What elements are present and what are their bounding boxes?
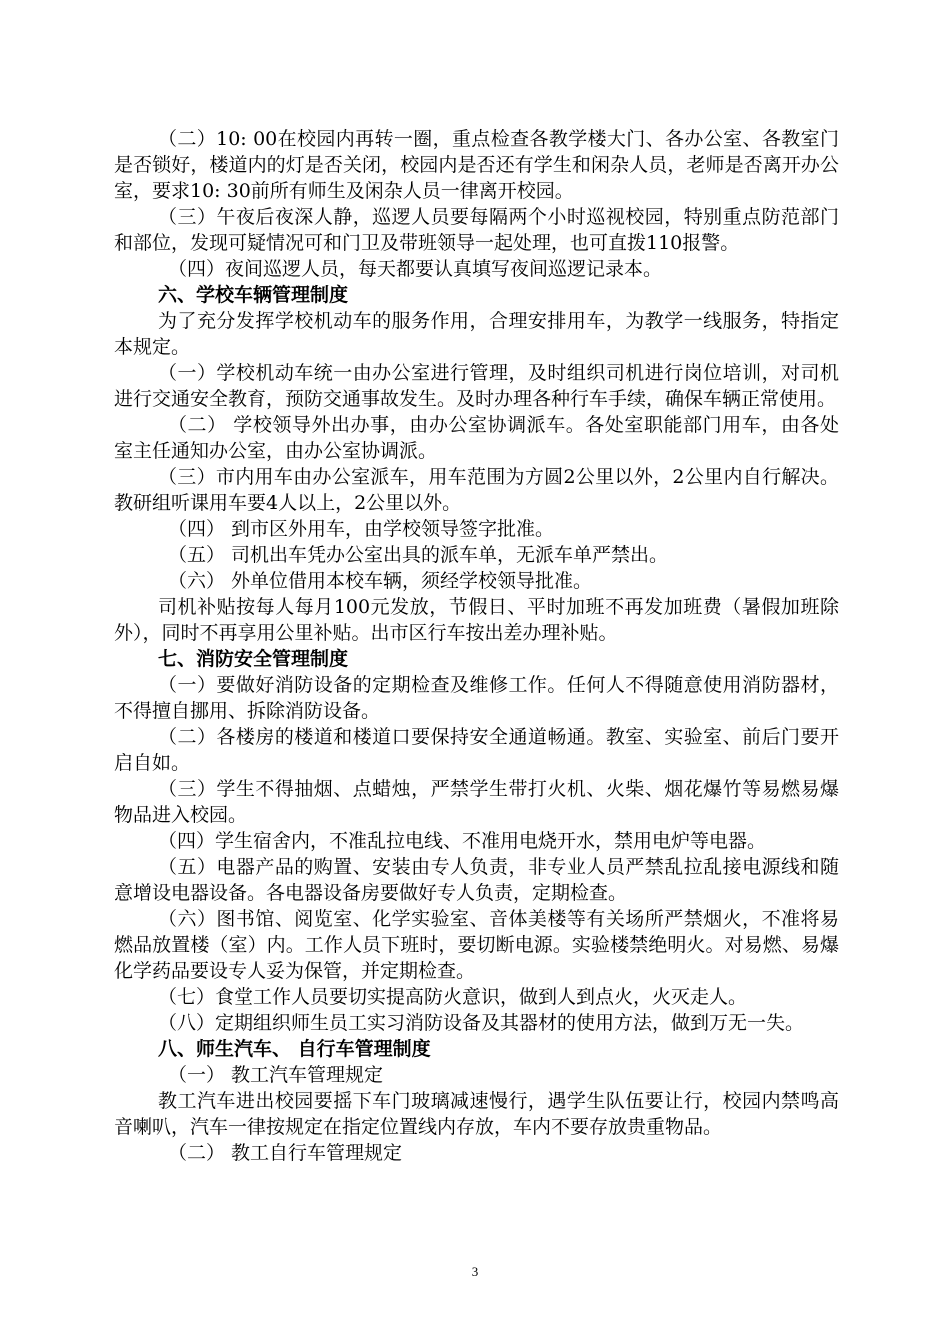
paragraph: （二） 教工自行车管理规定 [168,1142,403,1164]
paragraph: （三）午夜后夜深人静，巡逻人员要每隔两个小时巡视校园，特别重点防范部门和部位，发现可疑情况可和门卫及带班领导一起处理，也可直拨110报警。 [114,206,839,254]
paragraph: （二） 学校领导外出办事，由办公室协调派车。各处室职能部门用车，由各处室主任通知办公室，由办公室协调派。 [114,414,839,462]
paragraph: （一）学校机动车统一由办公室进行管理，及时组织司机进行岗位培训，对司机进行交通安全教育，预防交通事故发生。及时办理各种行车手续，确保车辆正常使用。 [114,362,839,410]
section-heading: 六、学校车辆管理制度 [158,284,349,306]
paragraph: （七）食堂工作人员要切实提高防火意识，做到人到点火，火灭走人。 [158,986,748,1008]
page-number: 3 [471,1264,479,1279]
paragraph: （八）定期组织师生员工实习消防设备及其器材的使用方法，做到万无一失。 [158,1012,805,1034]
paragraph: 为了充分发挥学校机动车的服务作用，合理安排用车，为教学一线服务，特指定本规定。 [114,310,839,358]
paragraph: （四）夜间巡逻人员，每天都要认真填写夜间巡逻记录本。 [168,258,663,280]
paragraph: （一） 教工汽车管理规定 [168,1064,384,1086]
paragraph: （六）图书馆、阅览室、化学实验室、音体美楼等有关场所严禁烟火，不准将易燃品放置楼（室）内。工作人员下班时，要切断电源。实验楼禁绝明火。对易燃、易爆化学药品要设专人妥为保管，并定期检查。 [114,908,839,982]
paragraph: （三）市内用车由办公室派车，用车范围为方圆2公里以外，2公里内自行解决。教研组听课用车要4人以上，2公里以外。 [114,466,839,514]
paragraph: （二）各楼房的楼道和楼道口要保持安全通道畅通。教室、实验室、前后门要开启自如。 [114,726,839,774]
paragraph: （一）要做好消防设备的定期检查及维修工作。任何人不得随意使用消防器材，不得擅自挪用、拆除消防设备。 [114,674,839,722]
paragraph: （五）电器产品的购置、安装由专人负责，非专业人员严禁乱拉乱接电源线和随意增设电器设备。各电器设备房要做好专人负责，定期检查。 [114,856,839,904]
paragraph: （四）学生宿舍内，不准乱拉电线、不准用电烧开水，禁用电炉等电器。 [158,830,767,852]
paragraph: （四） 到市区外用车，由学校领导签字批准。 [168,518,555,540]
paragraph: （六） 外单位借用本校车辆，须经学校领导批准。 [168,570,593,592]
paragraph: 司机补贴按每人每月100元发放，节假日、平时加班不再发加班费（暑假加班除外），同时不再享用公里补贴。出市区行车按出差办理补贴。 [114,596,839,644]
paragraph: （二）10: 00在校园内再转一圈，重点检查各教学楼大门、各办公室、各教室门是否锁好，楼道内的灯是否关闭，校园内是否还有学生和闲杂人员，老师是否离开办公室，要求10: 30前所有师生及闲杂人员一律离开校园。 [114,128,839,202]
paragraph: 教工汽车进出校园要摇下车门玻璃减速慢行，遇学生队伍要让行，校园内禁鸣高音喇叭，汽车一律按规定在指定位置线内存放，车内不要存放贵重物品。 [114,1090,839,1138]
section-heading: 七、消防安全管理制度 [158,648,349,670]
section-heading: 八、师生汽车、 自行车管理制度 [158,1038,431,1060]
document-body [114,126,839,1166]
paragraph: （三）学生不得抽烟、点蜡烛，严禁学生带打火机、火柴、烟花爆竹等易燃易爆物品进入校园。 [114,778,839,826]
paragraph: （五） 司机出车凭办公室出具的派车单，无派车单严禁出。 [168,544,669,566]
